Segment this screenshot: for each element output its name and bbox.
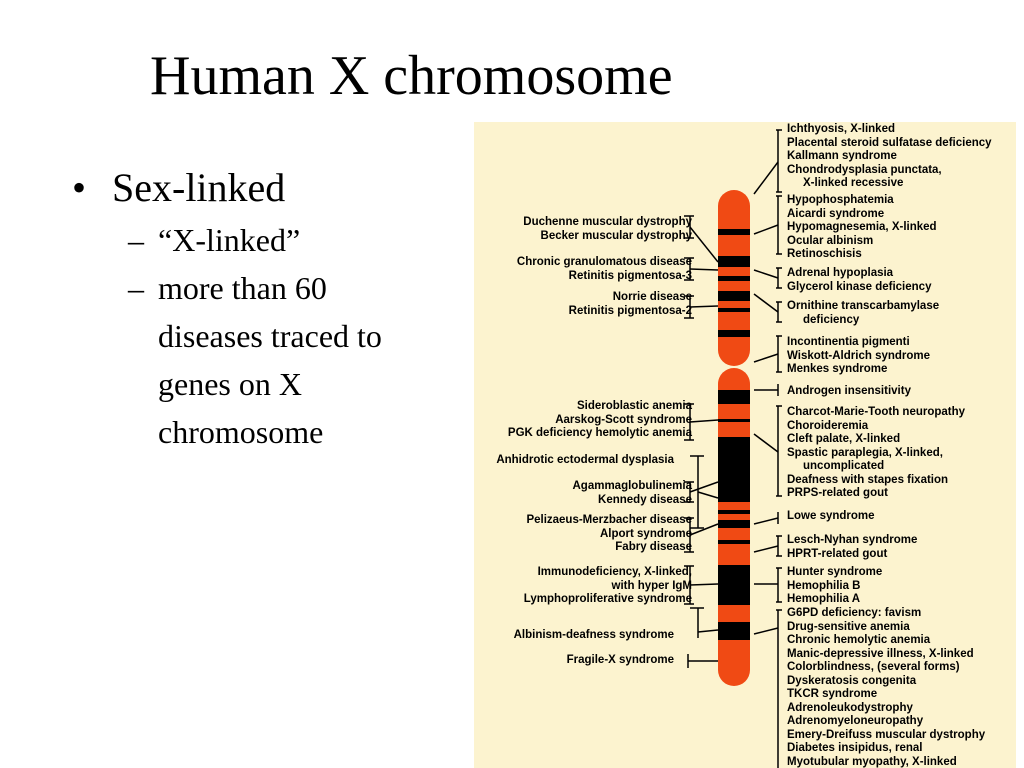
disease-label: Anhidrotic ectodermal dysplasia bbox=[496, 454, 674, 466]
right-label-group bbox=[787, 406, 965, 501]
disease-label: Hemophilia A bbox=[787, 593, 861, 605]
right-label-group bbox=[787, 510, 875, 524]
right-label-group bbox=[787, 300, 939, 327]
disease-label: Wiskott-Aldrich syndrome bbox=[787, 349, 931, 362]
bullet-list bbox=[72, 160, 432, 456]
disease-label: TKCR syndrome bbox=[787, 688, 878, 700]
disease-label: Lymphoproliferative syndrome bbox=[523, 593, 692, 605]
disease-label: Alport syndrome bbox=[599, 527, 692, 540]
disease-label: Hypomagnesemia, X-linked bbox=[787, 221, 937, 233]
disease-label: Retinoschisis bbox=[787, 248, 862, 260]
left-label-group bbox=[496, 454, 674, 468]
disease-label: Choroideremia bbox=[787, 419, 869, 432]
disease-label: Adrenomyeloneuropathy bbox=[787, 715, 924, 727]
disease-label: Hemophilia B bbox=[787, 579, 861, 592]
disease-label: PRPS-related gout bbox=[787, 487, 888, 499]
disease-label: Manic-depressive illness, X-linked bbox=[787, 647, 974, 660]
long-arm bbox=[718, 368, 750, 686]
disease-label: X-linked recessive bbox=[803, 177, 904, 189]
right-label-group bbox=[787, 607, 985, 768]
disease-label: uncomplicated bbox=[803, 460, 885, 472]
disease-label: Androgen insensitivity bbox=[787, 385, 911, 397]
disease-label: Adrenoleukodystrophy bbox=[787, 701, 913, 714]
disease-label: Ocular albinism bbox=[787, 234, 874, 247]
disease-label: Pelizaeus-Merzbacher disease bbox=[526, 514, 692, 526]
disease-label: HPRT-related gout bbox=[787, 547, 888, 560]
dash-icon: – bbox=[128, 222, 144, 258]
disease-label: PGK deficiency hemolytic anemia bbox=[507, 427, 692, 439]
disease-label: Ichthyosis, X-linked bbox=[787, 123, 895, 135]
disease-label: Hunter syndrome bbox=[787, 566, 883, 578]
disease-label: Dyskeratosis congenita bbox=[787, 674, 917, 687]
disease-label: Emery-Dreifuss muscular dystrophy bbox=[787, 728, 986, 741]
slide-title: Human X chromosome bbox=[150, 45, 673, 107]
disease-label: Kallmann syndrome bbox=[787, 150, 897, 162]
disease-label: Aicardi syndrome bbox=[787, 207, 885, 220]
disease-label: deficiency bbox=[803, 313, 860, 326]
right-label-group bbox=[787, 385, 911, 399]
disease-label: Myotubular myopathy, X-linked bbox=[787, 755, 957, 768]
disease-label: Colorblindness, (several forms) bbox=[787, 661, 960, 673]
disease-label: Ornithine transcarbamylase bbox=[787, 300, 940, 312]
disease-label: Retinitis pigmentosa-3 bbox=[568, 269, 692, 282]
disease-label: Diabetes insipidus, renal bbox=[787, 742, 923, 754]
disease-label: Sideroblastic anemia bbox=[576, 400, 692, 412]
sub-bullet-item bbox=[72, 264, 432, 456]
right-label-group bbox=[787, 534, 917, 561]
sub-bullet-text: more than 60 diseases traced to genes on X chromosome bbox=[158, 270, 382, 450]
bullet-dot-icon: • bbox=[72, 165, 87, 210]
disease-label: Becker muscular dystrophy bbox=[540, 229, 692, 242]
disease-label: Cleft palate, X-linked bbox=[787, 433, 901, 445]
left-label-group bbox=[567, 654, 674, 668]
left-label-group bbox=[508, 400, 692, 441]
left-label-group bbox=[526, 514, 692, 555]
x-chromosome-diagram bbox=[474, 122, 1016, 768]
disease-label: Glycerol kinase deficiency bbox=[787, 280, 932, 293]
short-arm bbox=[718, 190, 750, 366]
sub-bullet-item bbox=[72, 216, 432, 264]
disease-label: Deafness with stapes fixation bbox=[787, 473, 949, 486]
disease-label: with hyper IgM bbox=[611, 579, 692, 592]
bullet-text: Sex-linked bbox=[112, 165, 286, 210]
right-label-group bbox=[787, 267, 931, 294]
disease-label: Fabry disease bbox=[615, 541, 692, 553]
dash-icon: – bbox=[128, 270, 144, 306]
disease-label: Chronic granulomatous disease bbox=[516, 256, 692, 268]
bullet-item bbox=[72, 160, 432, 216]
disease-label: Fragile-X syndrome bbox=[566, 654, 674, 666]
disease-label: Spastic paraplegia, X-linked, bbox=[787, 446, 943, 459]
sub-bullet-text: “X-linked” bbox=[158, 222, 301, 258]
right-label-group bbox=[787, 336, 930, 377]
right-label-group bbox=[787, 566, 882, 607]
left-label-group bbox=[573, 480, 693, 507]
disease-label: Lesch-Nyhan syndrome bbox=[787, 534, 918, 546]
disease-label: Agammaglobulinemia bbox=[572, 480, 692, 492]
left-label-group bbox=[524, 566, 692, 607]
disease-label: Aarskog-Scott syndrome bbox=[555, 413, 692, 426]
left-label-group bbox=[569, 291, 692, 318]
disease-label: Lowe syndrome bbox=[787, 510, 875, 522]
disease-label: G6PD deficiency: favism bbox=[787, 607, 922, 619]
disease-label: Chondrodysplasia punctata, bbox=[787, 163, 942, 176]
left-label-group bbox=[517, 256, 692, 283]
left-label-group bbox=[523, 216, 692, 243]
disease-label: Drug-sensitive anemia bbox=[787, 620, 910, 633]
disease-label: Charcot-Marie-Tooth neuropathy bbox=[787, 406, 966, 418]
disease-label: Immunodeficiency, X-linked, bbox=[537, 566, 692, 578]
disease-label: Retinitis pigmentosa-2 bbox=[568, 304, 692, 317]
disease-label: Placental steroid sulfatase deficiency bbox=[787, 136, 992, 149]
disease-label: Chronic hemolytic anemia bbox=[787, 634, 931, 646]
disease-label: Norrie disease bbox=[612, 291, 692, 303]
disease-label: Adrenal hypoplasia bbox=[787, 267, 894, 279]
left-label-group bbox=[514, 629, 674, 643]
right-label-group bbox=[787, 123, 992, 191]
disease-label: Kennedy disease bbox=[598, 493, 692, 506]
disease-label: Incontinentia pigmenti bbox=[787, 336, 910, 348]
disease-label: Hypophosphatemia bbox=[787, 194, 894, 206]
disease-label: Albinism-deafness syndrome bbox=[513, 629, 674, 641]
disease-label: Duchenne muscular dystrophy bbox=[523, 216, 692, 228]
disease-label: Menkes syndrome bbox=[787, 363, 888, 375]
right-label-group bbox=[787, 194, 937, 262]
